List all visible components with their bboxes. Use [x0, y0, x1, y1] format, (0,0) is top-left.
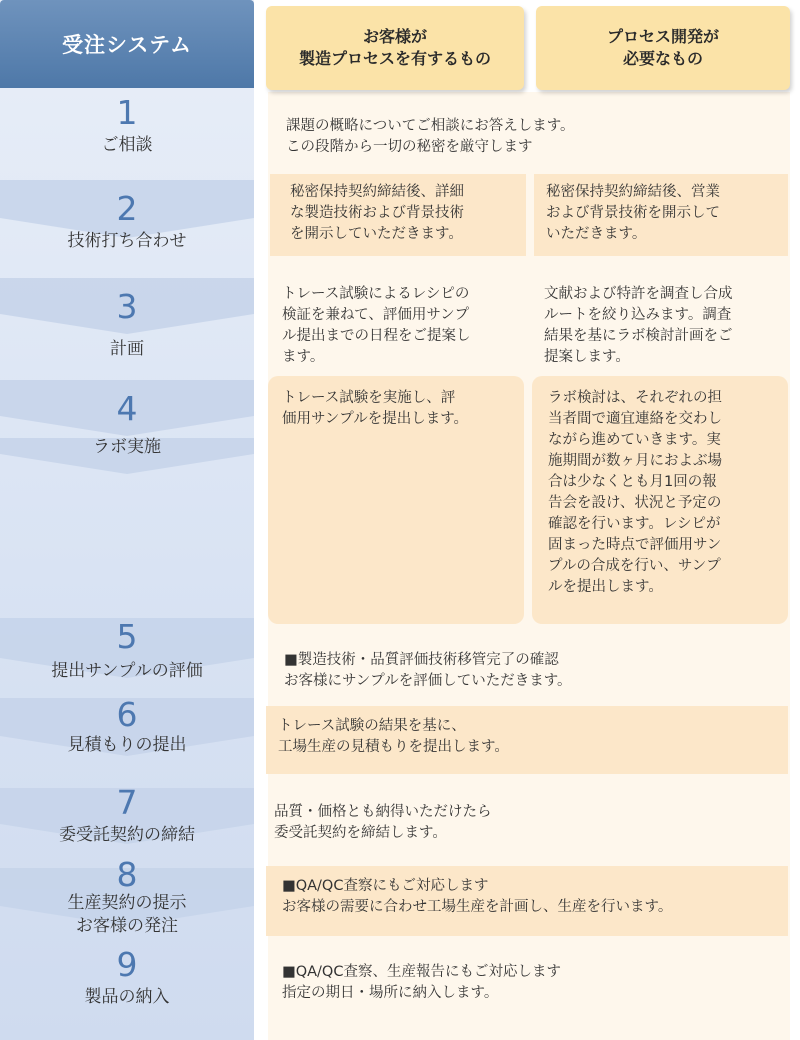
step-5 [0, 617, 254, 683]
text-line: トレース試験の結果を基に、 [278, 718, 466, 734]
text-line: この段階から一切の秘密を厳守します [286, 139, 533, 155]
text-line: 価用サンプルを提出します。 [282, 411, 469, 427]
text-line: な製造技術および背景技術 [290, 205, 464, 221]
step-label: 委受託契約の締結 [59, 825, 195, 845]
step-number: 7 [116, 783, 138, 822]
text-line: お客様の需要に合わせ工場生産を計画し、生産を行います。 [282, 899, 673, 915]
text-line: 検証を兼ねて、評価用サンプ [282, 307, 470, 323]
column-head-line: 製造プロセスを有するもの [298, 49, 491, 68]
text-line: 秘密保持契約締結後、営業 [546, 184, 720, 200]
text-line: トレース試験を実施し、評 [282, 390, 456, 406]
step-3-content-left [270, 276, 530, 376]
text-line: 確認を行います。レシピが [548, 516, 721, 532]
system-title: 受注システム [0, 0, 254, 88]
column-head-line: 必要なもの [622, 49, 703, 68]
step-label: 見積もりの提出 [67, 735, 187, 755]
step-number: 9 [116, 945, 138, 984]
step-1 [0, 93, 254, 157]
step-label: ラボ実施 [93, 437, 161, 457]
step-4-content-right [532, 376, 788, 624]
text-line: ルートを絞り込みます。調査 [544, 307, 732, 323]
step-4-content-left [268, 376, 524, 624]
text-line: いただきます。 [546, 226, 647, 242]
text-line: ル提出までの日程をご提案し [282, 328, 471, 344]
text-line: ■製造技術・品質評価技術移管完了の確認 [284, 652, 559, 668]
text-line: ながら進めていきます。実 [548, 432, 721, 448]
text-line: トレース試験によるレシピの [282, 286, 470, 302]
step-number: 6 [116, 695, 138, 734]
step-label-2: お客様の発注 [76, 916, 178, 936]
text-line: ラボ検討は、それぞれの担 [548, 390, 722, 406]
step-label: 製品の納入 [84, 987, 170, 1007]
step-8-content [266, 866, 788, 936]
text-line: および背景技術を開示して [546, 205, 720, 221]
text-line: ■QA/QC査察にもご対応します [282, 878, 489, 894]
text-line: 告会を設け、状況と予定の [548, 495, 722, 511]
text-line: ルを提出します。 [548, 579, 663, 595]
step-3-content-right [532, 276, 788, 376]
text-line: を開示していただきます。 [290, 226, 463, 242]
step-label: 生産契約の提示 [67, 893, 187, 913]
column-head-process-dev [536, 6, 790, 90]
text-line: お客様にサンプルを評価していただきます。 [284, 673, 572, 689]
step-2-content-left [270, 174, 526, 256]
step-label: 提出サンプルの評価 [51, 661, 203, 681]
step-number: 5 [116, 617, 138, 656]
step-6-content [266, 706, 788, 774]
column-head-line: お客様が [362, 27, 427, 46]
step-7 [0, 783, 254, 847]
step-number: 3 [116, 287, 138, 326]
text-line: 当者間で適宜連絡を交わし [548, 411, 722, 427]
text-line: 工場生産の見積もりを提出します。 [278, 739, 509, 755]
text-line: 合は少なくとも月1回の報 [548, 474, 717, 490]
text-line: 品質・価格とも納得いただけたら [274, 804, 492, 820]
text-line: 結果を基にラボ検討計画をご [544, 328, 733, 344]
step-8 [0, 855, 254, 938]
text-line: 文献および特許を調査し合成 [544, 286, 733, 302]
step-label: ご相談 [101, 135, 153, 155]
text-line: プルの合成を行い、サンプ [548, 558, 721, 574]
step-6 [0, 695, 254, 757]
text-line: 委受託契約を締結します。 [274, 825, 447, 841]
step-2-content-right [534, 174, 788, 256]
step-9-content [266, 952, 788, 1014]
text-line: 指定の期日・場所に納入します。 [282, 985, 499, 1001]
step-label: 計画 [110, 339, 144, 359]
text-line: 施期間が数ヶ月におよぶ場 [548, 453, 722, 469]
step-number: 4 [116, 389, 138, 428]
step-3 [0, 287, 254, 361]
step-7-content [262, 792, 788, 854]
step-4 [0, 389, 254, 459]
column-head-line: プロセス開発が [606, 27, 719, 46]
step-2 [0, 189, 254, 253]
step-label: 技術打ち合わせ [67, 231, 187, 251]
step-number: 1 [116, 93, 138, 132]
text-line: ます。 [282, 349, 325, 365]
text-line: ■QA/QC査察、生産報告にもご対応します [282, 964, 561, 980]
step-1-content [270, 106, 788, 168]
text-line: 秘密保持契約締結後、詳細 [290, 184, 464, 200]
column-head-customer-process [266, 6, 524, 90]
step-9 [0, 945, 254, 1009]
step-5-content [268, 640, 788, 702]
step-number: 2 [116, 189, 138, 228]
text-line: 課題の概略についてご相談にお答えします。 [286, 118, 575, 134]
flow-column [0, 0, 254, 1040]
text-line: 提案します。 [544, 349, 630, 365]
text-line: 固まった時点で評価用サン [548, 537, 722, 553]
step-number: 8 [116, 855, 138, 894]
